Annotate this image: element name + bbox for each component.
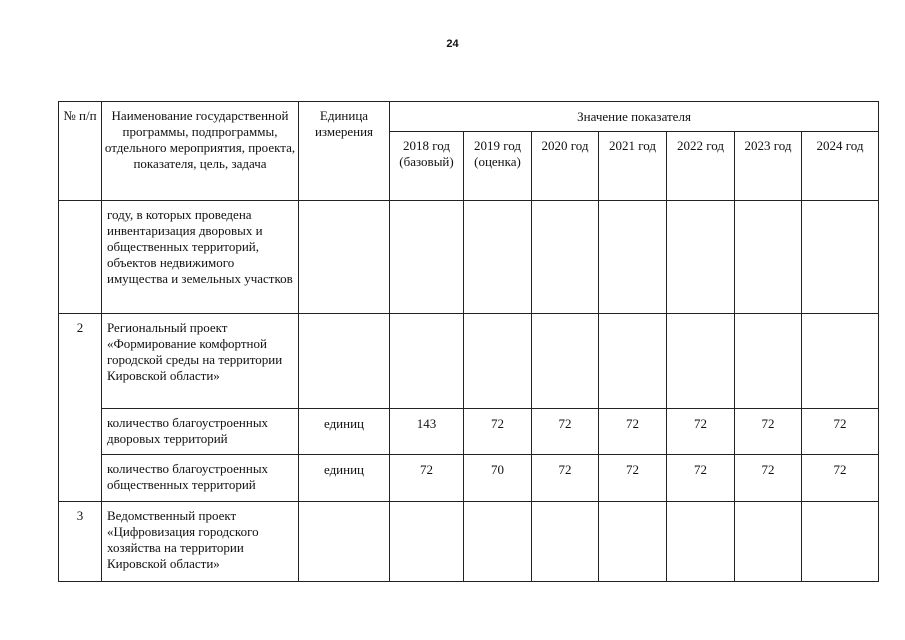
row-value <box>532 201 599 314</box>
row-value <box>532 502 599 582</box>
row-value <box>599 201 667 314</box>
row-value: 72 <box>532 409 599 455</box>
header-unit: Единица измерения <box>299 102 390 201</box>
row-name: количество благоустроенных общественных территорий <box>102 455 299 502</box>
row-value: 72 <box>667 455 735 502</box>
row-name: количество благоустроенных дворовых территорий <box>102 409 299 455</box>
row-value <box>667 314 735 409</box>
row-value: 70 <box>464 455 532 502</box>
row-value <box>735 314 802 409</box>
table-row <box>59 502 879 582</box>
row-name: году, в которых проведена инвентаризация дворовых и общественных территорий, объектов недвижимого имущества и земельных участков <box>102 201 299 314</box>
row-value <box>599 502 667 582</box>
table-row <box>59 409 879 455</box>
row-unit: единиц <box>299 455 390 502</box>
row-value <box>802 502 879 582</box>
row-value: 72 <box>464 409 532 455</box>
row-value <box>667 502 735 582</box>
row-value <box>667 201 735 314</box>
row-value <box>802 314 879 409</box>
header-row-top <box>59 102 879 132</box>
header-year: 2023 год <box>735 132 802 201</box>
row-value: 72 <box>667 409 735 455</box>
header-year: 2020 год <box>532 132 599 201</box>
header-year: 2018 год (базовый) <box>390 132 464 201</box>
header-year: 2022 год <box>667 132 735 201</box>
row-value <box>464 314 532 409</box>
row-value: 72 <box>599 409 667 455</box>
row-value <box>599 314 667 409</box>
row-unit <box>299 201 390 314</box>
row-num: 2 <box>59 314 102 502</box>
row-value: 72 <box>802 409 879 455</box>
row-value <box>464 201 532 314</box>
row-unit <box>299 502 390 582</box>
table-row <box>59 455 879 502</box>
row-num: 3 <box>59 502 102 582</box>
indicators-table <box>58 101 879 582</box>
row-value <box>464 502 532 582</box>
row-value <box>532 314 599 409</box>
row-name: Региональный проект «Формирование комфортной городской среды на территории Кировской области» <box>102 314 299 409</box>
row-value: 72 <box>735 409 802 455</box>
row-value: 72 <box>802 455 879 502</box>
table-row <box>59 201 879 314</box>
row-value <box>390 314 464 409</box>
table-row <box>59 314 879 409</box>
header-year: 2019 год (оценка) <box>464 132 532 201</box>
row-value: 72 <box>532 455 599 502</box>
row-value <box>802 201 879 314</box>
row-num <box>59 201 102 314</box>
row-value: 143 <box>390 409 464 455</box>
row-value: 72 <box>599 455 667 502</box>
row-unit: единиц <box>299 409 390 455</box>
page-number: 24 <box>446 38 459 50</box>
row-value: 72 <box>735 455 802 502</box>
header-num: № п/п <box>59 102 102 201</box>
row-value <box>735 502 802 582</box>
row-value <box>735 201 802 314</box>
row-value <box>390 201 464 314</box>
header-year: 2024 год <box>802 132 879 201</box>
row-unit <box>299 314 390 409</box>
header-name: Наименование государственной программы, подпрограммы, отдельного мероприятия, проекта, показателя, цель, задача <box>102 102 299 201</box>
row-name: Ведомственный проект «Цифровизация городского хозяйства на территории Кировской области» <box>102 502 299 582</box>
header-year: 2021 год <box>599 132 667 201</box>
row-value <box>390 502 464 582</box>
row-value: 72 <box>390 455 464 502</box>
header-values: Значение показателя <box>390 102 879 132</box>
